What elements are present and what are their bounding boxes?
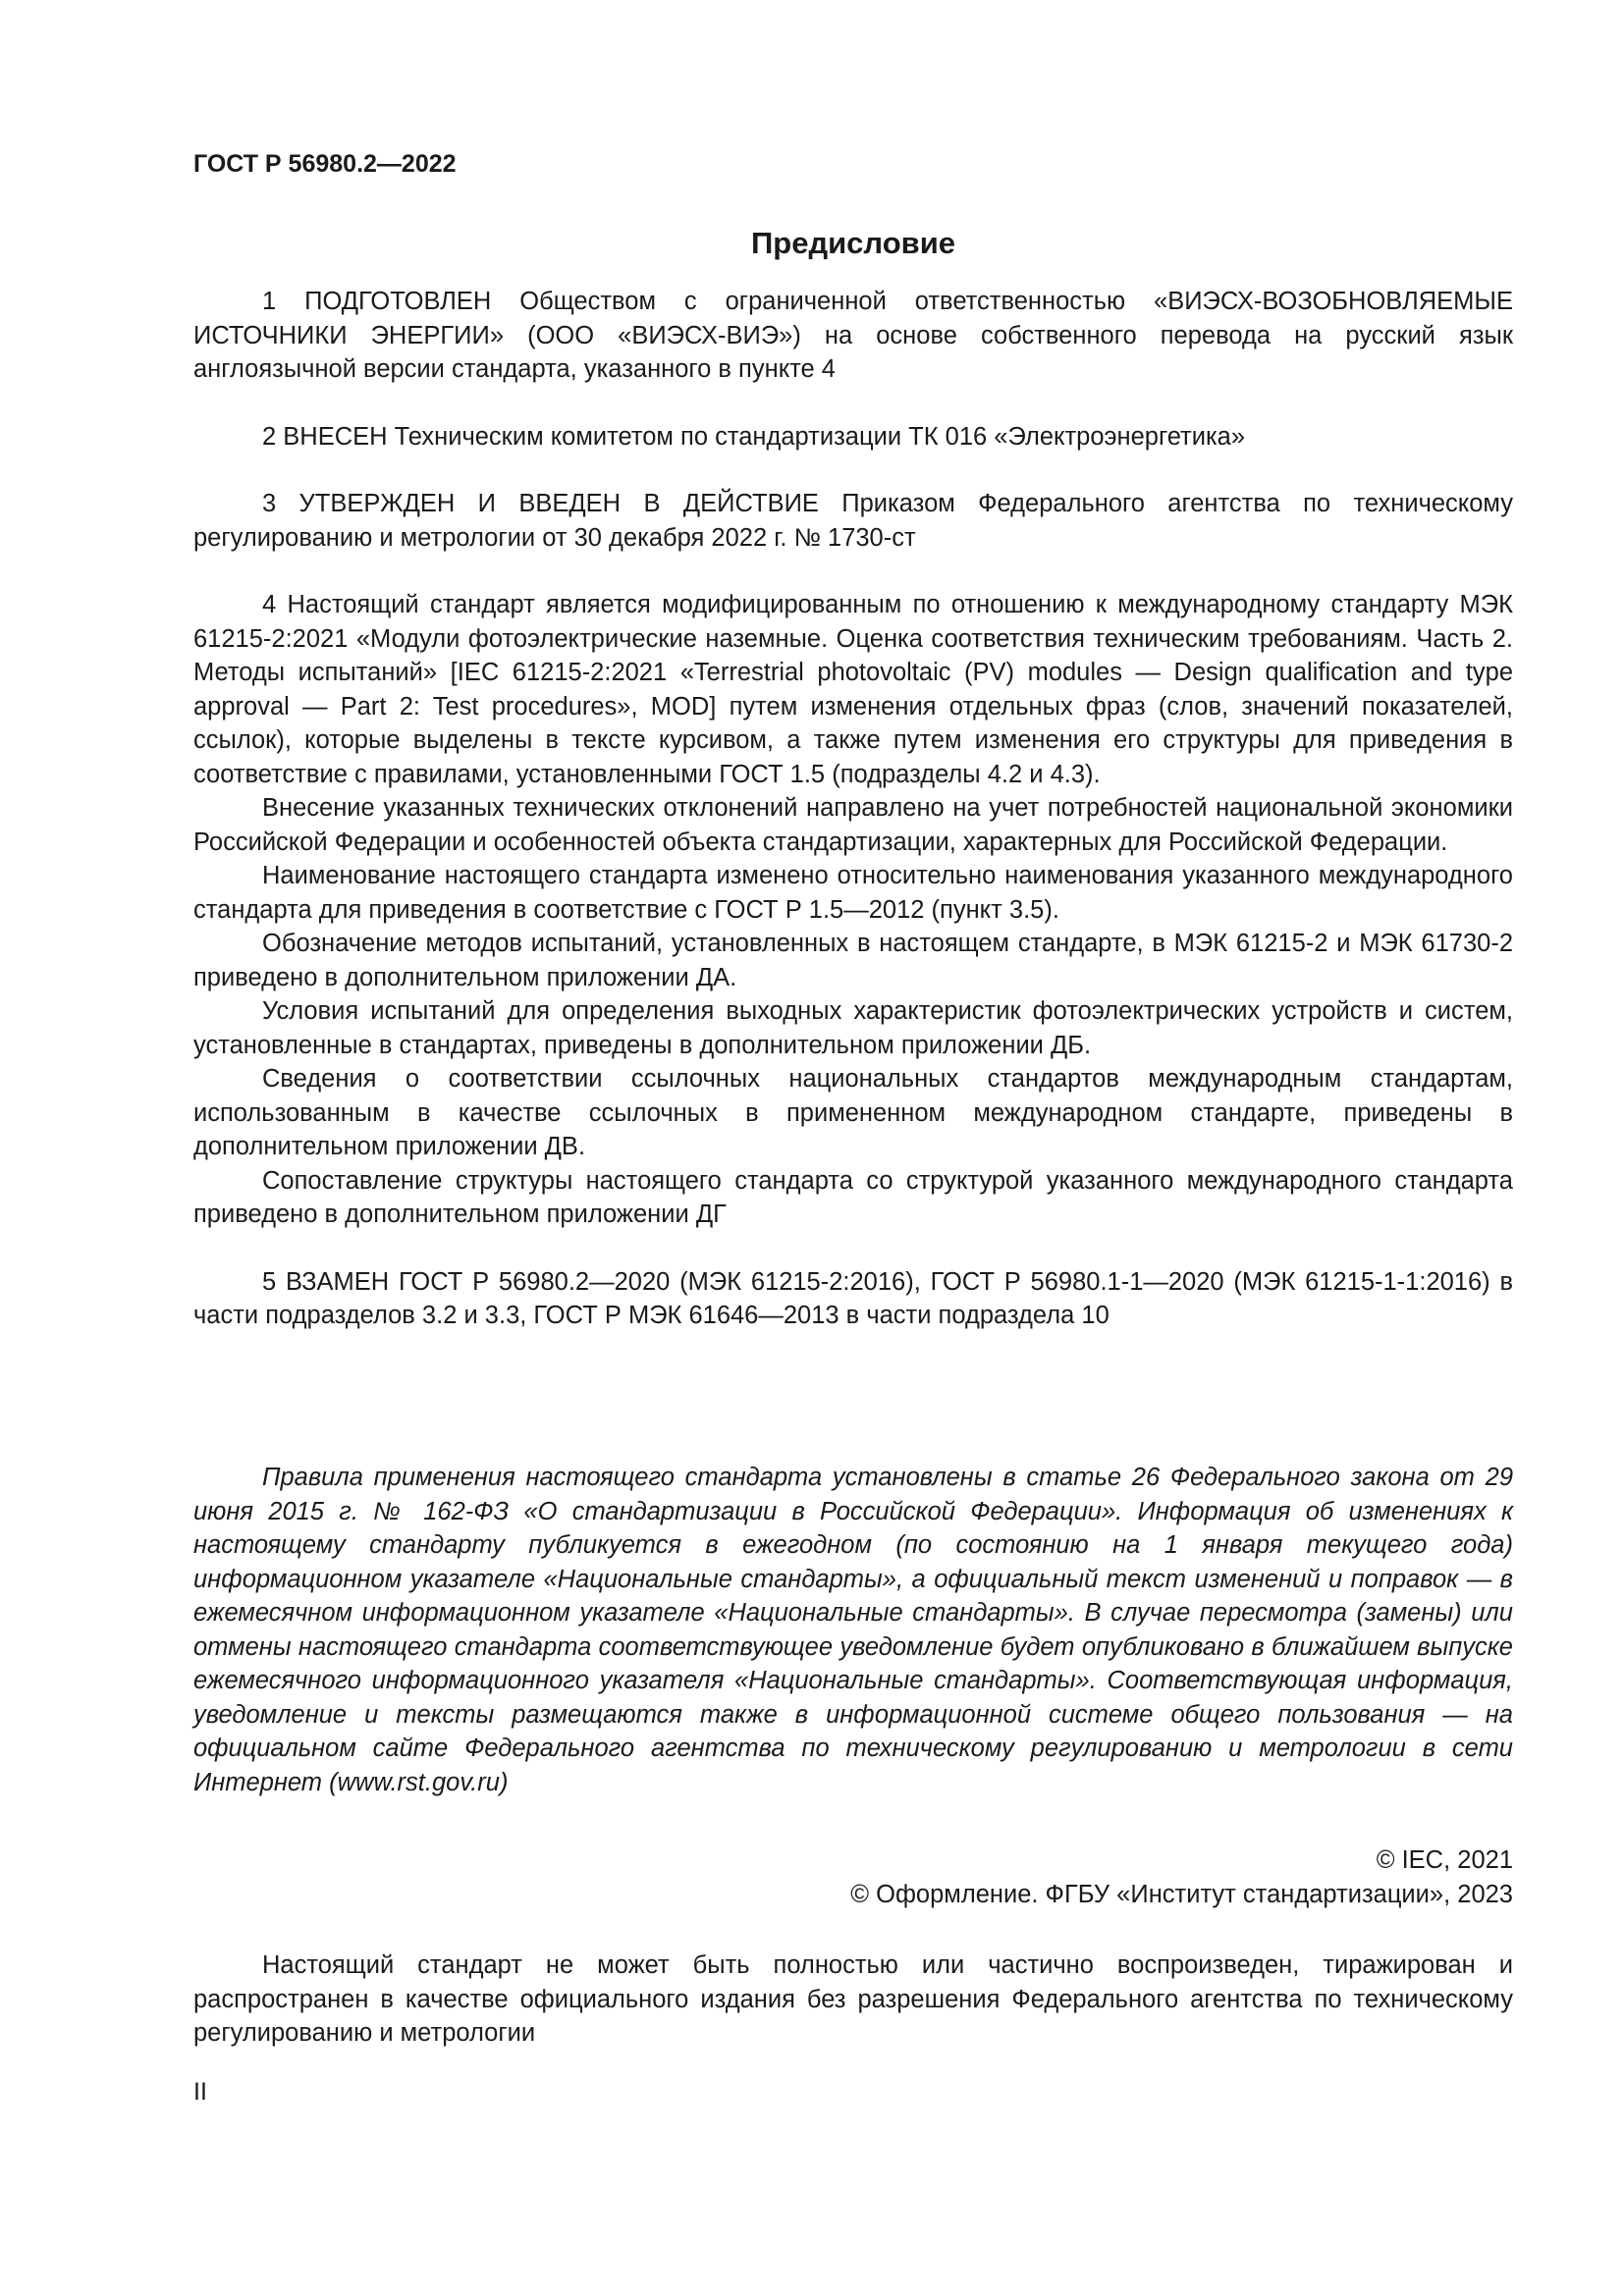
paragraph-test-methods: Обозначение методов испытаний, установленных в настоящем стандарте, в МЭК 61215-2 и МЭК 61730-2 приведено в дополнительном приложении ДА. xyxy=(193,930,1513,991)
paragraph-item-4: 4 Настоящий стандарт является модифицированным по отношению к международному стандарту МЭК 61215-2:2021 «Модули фотоэлектрические наземные. Оценка соответствия техническим требованиям. Часть 2. Методы испытаний» [IEC 61215-2:2021 «Terrestrial photovoltaic (PV) modules — Design qualification and type approval — Part 2: Test procedures», MOD] путем изменения отдельных фраз (слов, значений показателей, ссылок), которые выделены в тексте курсивом, а также путем изменения его структуры для приведения в соответствие с правилами, установленными ГОСТ 1.5 (подразделы 4.2 и 4.3). xyxy=(193,591,1513,788)
copyright-design: © Оформление. ФГБУ «Институт стандартизации», 2023 xyxy=(850,1880,1513,1908)
paragraph-references: Сведения о соответствии ссылочных национальных стандартов международным стандартам, использованным в качестве ссылочных в примененном международном стандарте, приведены в дополнительном приложении ДВ. xyxy=(193,1065,1513,1160)
paragraph-title-change: Наименование настоящего стандарта изменено относительно наименования указанного международного стандарта для приведения в соответствие с ГОСТ Р 1.5—2012 (пункт 3.5). xyxy=(193,862,1513,924)
reproduction-rights xyxy=(193,1949,1513,2051)
paragraph-deviations: Внесение указанных технических отклонений направлено на учет потребностей национальной экономики Российской Федерации и особенностей объекта стандартизации, характерных для Российской Федерации. xyxy=(193,794,1513,856)
copyright-block xyxy=(850,1843,1513,1911)
copyright-iec: © IEC, 2021 xyxy=(1376,1846,1513,1874)
notice-text: Правила применения настоящего стандарта установлены в статье 26 Федерального закона от 29 июня 2015 г. № 162-ФЗ «О стандартизации в Российской Федерации». Информация об изменениях к настоящему стандарту публикуется в ежегодном (по состоянию на 1 января текущего года) информационном указателе «Национальные стандарты», а официальный текст изменений и поправок — в ежемесячном информационном указателе «Национальные стандарты». В случае пересмотра (замены) или отмены настоящего стандарта соответствующее уведомление будет опубликовано в ближайшем выпуске ежемесячного информационного указателя «Национальные стандарты». Соответствующая информация, уведомление и тексты размещаются также в информационной системе общего пользования — на официальном сайте Федерального агентства по техническому регулированию и метрологии в сети Интернет (www.rst.gov.ru) xyxy=(193,1464,1513,1796)
paragraph-item-2: 2 ВНЕСЕН Техническим комитетом по стандартизации ТК 016 «Электроэнергетика» xyxy=(262,422,1246,451)
application-rules-notice xyxy=(193,1461,1513,1799)
page-title: Предисловие xyxy=(750,226,955,260)
rights-text: Настоящий стандарт не может быть полностью или частично воспроизведен, тиражирован и распространен в качестве официального издания без разрешения Федерального агентства по техническому регулированию и метрологии xyxy=(193,1951,1513,2047)
paragraph-structure: Сопоставление структуры настоящего стандарта со структурой указанного международного стандарта приведено в дополнительном приложении ДГ xyxy=(193,1166,1513,1228)
paragraph-item-1: 1 ПОДГОТОВЛЕН Обществом с ограниченной ответственностью «ВИЭСХ-ВОЗОБНОВЛЯЕМЫЕ ИСТОЧНИКИ ЭНЕРГИИ» (ООО «ВИЭСХ-ВИЭ») на основе собственного перевода на русский язык англоязычной версии стандарта, указанного в пункте 4 xyxy=(193,288,1513,383)
paragraph-item-5: 5 ВЗАМЕН ГОСТ Р 56980.2—2020 (МЭК 61215-2:2016), ГОСТ Р 56980.1-1—2020 (МЭК 61215-1-1:2016) в части подразделов 3.2 и 3.3, ГОСТ Р МЭК 61646—2013 в части подраздела 10 xyxy=(193,1267,1513,1329)
paragraph-item-3: 3 УТВЕРЖДЕН И ВВЕДЕН В ДЕЙСТВИЕ Приказом Федерального агентства по техническому регулированию и метрологии от 30 декабря 2022 г. № 1730-ст xyxy=(193,490,1513,552)
document-code: ГОСТ Р 56980.2—2022 xyxy=(193,150,457,178)
paragraph-test-conditions: Условия испытаний для определения выходных характеристик фотоэлектрических устройств и систем, установленные в стандартах, приведены в дополнительном приложении ДБ. xyxy=(193,997,1513,1059)
preface-body xyxy=(193,285,1513,1333)
page-number: II xyxy=(193,2078,207,2106)
document-page xyxy=(193,0,1513,2296)
